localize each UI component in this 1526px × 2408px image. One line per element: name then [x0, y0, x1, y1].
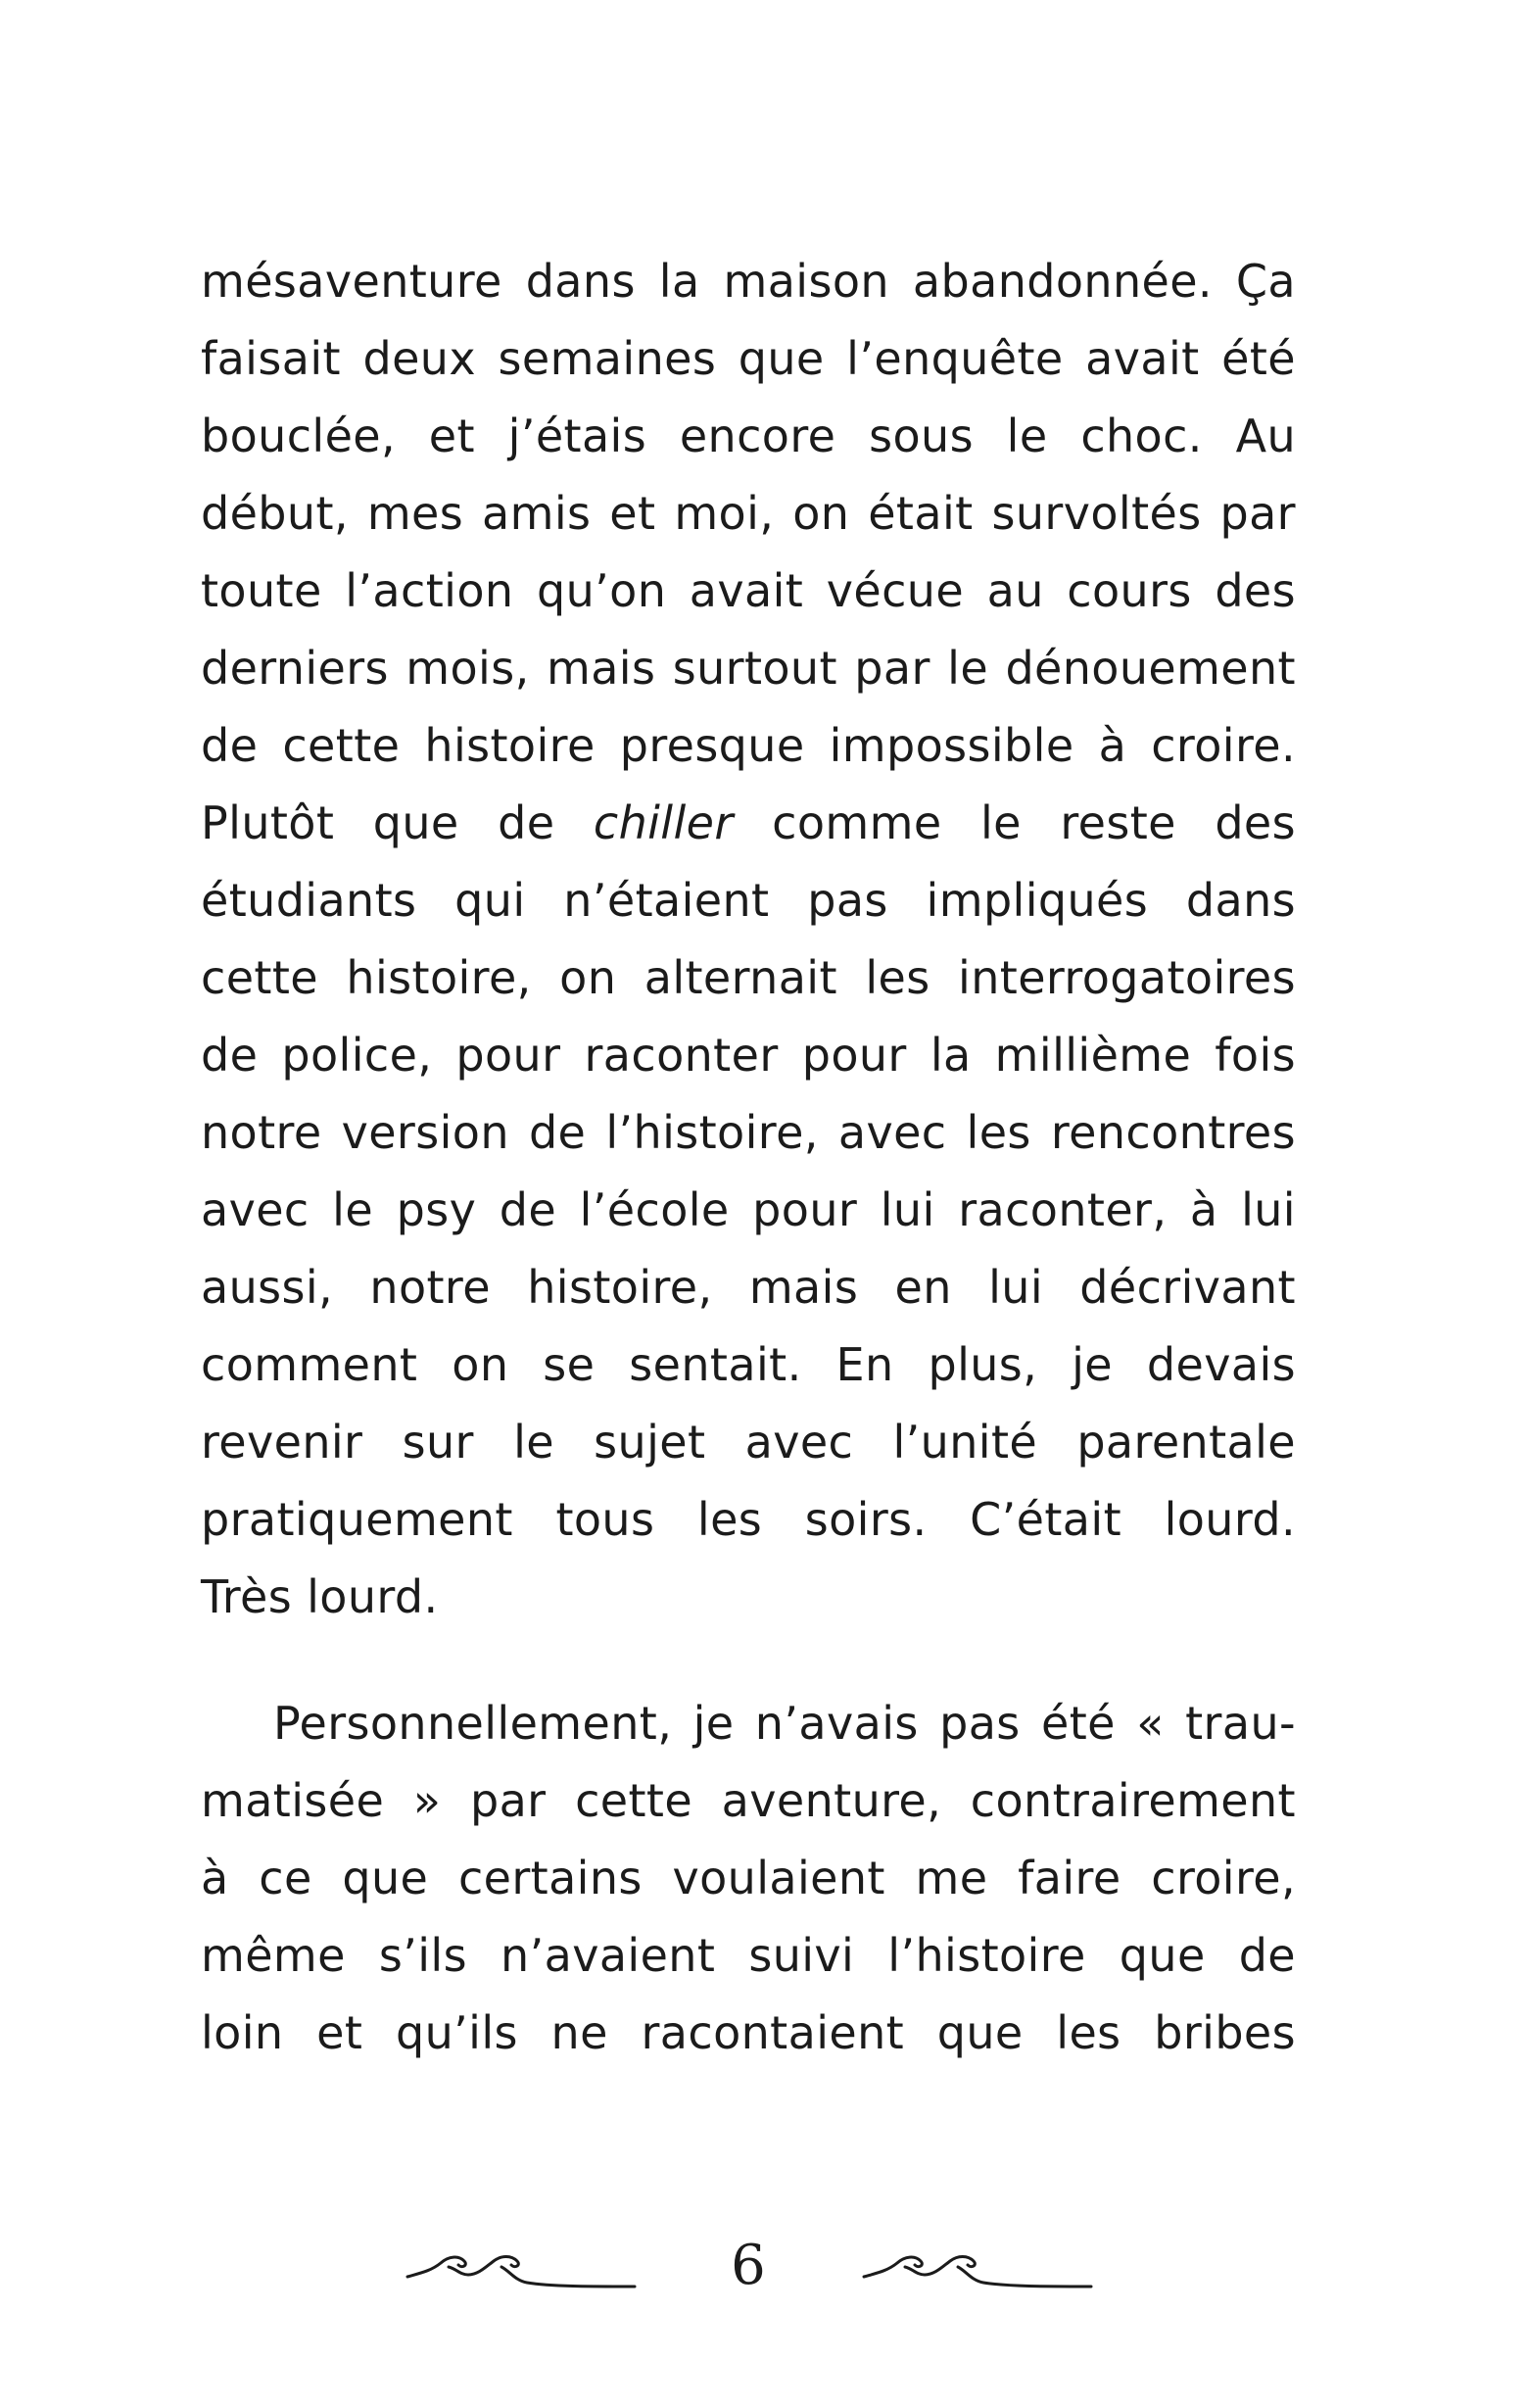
text-line: bouclée, et j’étais encore sous le choc. Au [201, 409, 1296, 462]
text-line: mésaventure dans la maison abandonnée. Ça [201, 255, 1296, 308]
text-line: pratiquement tous les soirs. C’était lourd. [201, 1493, 1296, 1546]
text-line: revenir sur le sujet avec l’unité parentale [201, 1416, 1296, 1469]
text-line: étudiants qui n’étaient pas impliqués dans [201, 874, 1296, 927]
text-line: comment on se sentait. En plus, je devais [201, 1338, 1296, 1391]
text-line: de cette histoire presque impossible à croire. [201, 719, 1296, 772]
text-line: cette histoire, on alternait les interrogatoires [201, 951, 1296, 1004]
page-footer [0, 2222, 1526, 2310]
paragraph-1 [201, 243, 1296, 1636]
page-number: 6 [731, 2234, 766, 2297]
text-line: Personnellement, je n’avais pas été « trau- [273, 1697, 1296, 1750]
text-line: loin et qu’ils ne racontaient que les bribes [201, 2006, 1296, 2059]
text-segment: Plutôt que de [201, 796, 594, 849]
text-line: faisait deux semaines que l’enquête avait été [201, 332, 1296, 385]
text-line: toute l’action qu’on avait vécue au cours des [201, 564, 1296, 617]
paragraph-2 [201, 1685, 1296, 2072]
text-line: avec le psy de l’école pour lui raconter, à lui [201, 1183, 1296, 1236]
text-line: même s’ils n’avaient suivi l’histoire que de [201, 1929, 1296, 1982]
text-line: matisée » par cette aventure, contrairement [201, 1774, 1296, 1827]
wave-icon [860, 2243, 1095, 2302]
italic-word: chiller [593, 796, 734, 849]
text-line: Très lourd. [201, 1570, 439, 1623]
text-segment: comme le reste des [733, 796, 1296, 849]
wave-icon [404, 2243, 639, 2302]
text-line: de police, pour raconter pour la millième fois [201, 1029, 1296, 1082]
text-line: début, mes amis et moi, on était survoltés par [201, 487, 1296, 540]
text-line: derniers mois, mais surtout par le dénouement [201, 642, 1296, 695]
text-line: aussi, notre histoire, mais en lui décrivant [201, 1261, 1296, 1314]
text-line: notre version de l’histoire, avec les rencontres [201, 1106, 1296, 1159]
text-line [201, 785, 1296, 862]
text-line: à ce que certains voulaient me faire croire, [201, 1852, 1296, 1904]
